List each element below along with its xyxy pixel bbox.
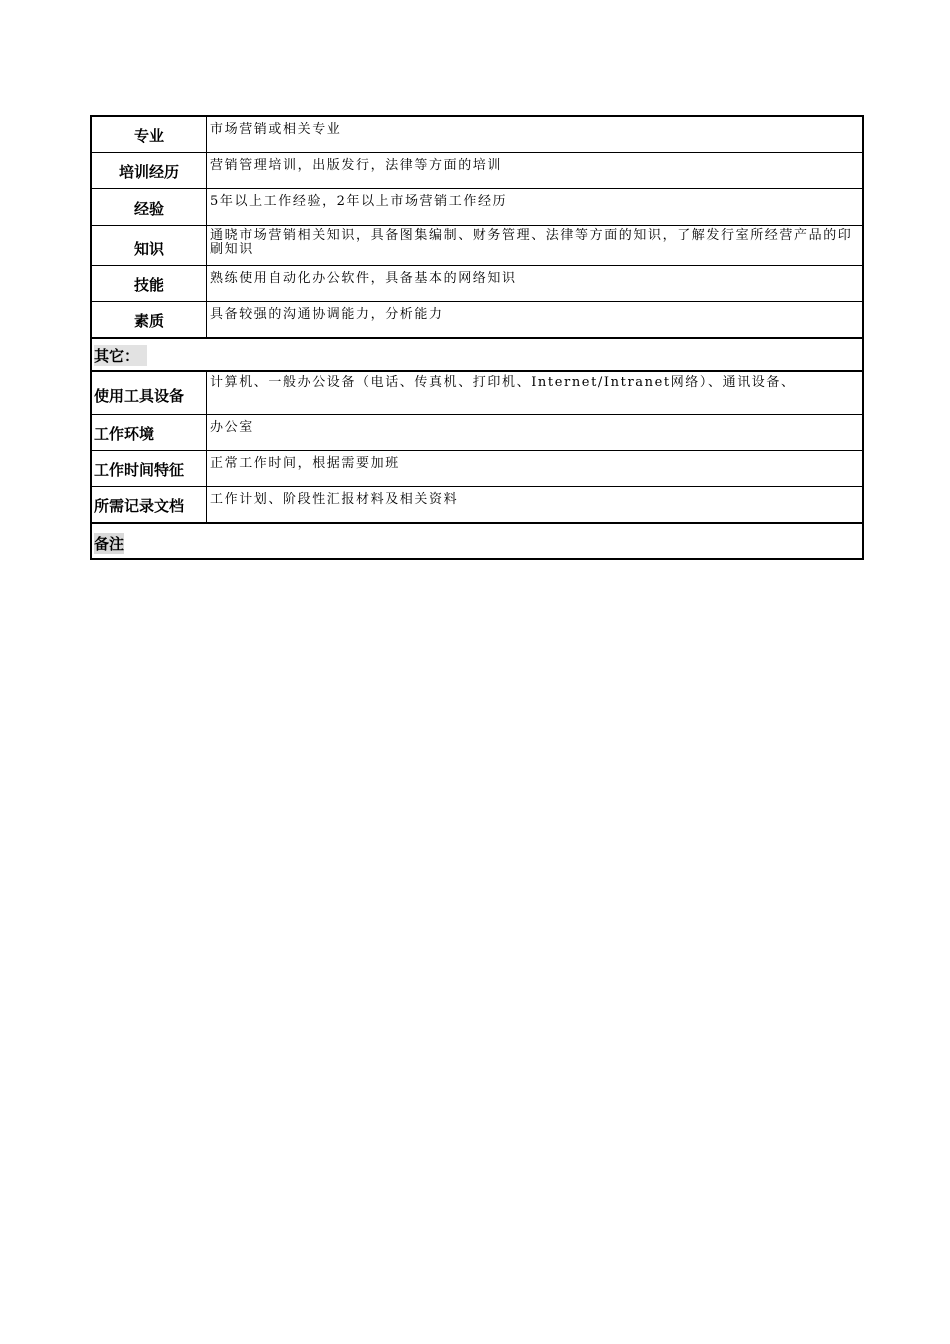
table-row	[92, 266, 862, 302]
row-label: 专业	[92, 117, 207, 152]
table-row	[92, 189, 862, 226]
table-row	[92, 302, 862, 339]
row-label: 工作环境	[92, 415, 207, 450]
job-spec-table	[90, 115, 864, 560]
table-row	[92, 487, 862, 524]
table-row	[92, 372, 862, 415]
row-label: 培训经历	[92, 153, 207, 188]
remarks-header-label: 备注	[94, 535, 125, 553]
row-label: 工作时间特征	[92, 451, 207, 486]
row-value: 5年以上工作经验，2年以上市场营销工作经历	[210, 194, 508, 209]
row-value: 计算机、一般办公设备（电话、传真机、打印机、Internet/Intranet网络）、通讯设备、	[210, 375, 796, 390]
row-value: 营销管理培训，出版发行，法律等方面的培训	[210, 158, 503, 173]
row-label: 知识	[92, 226, 207, 265]
row-value: 具备较强的沟通协调能力，分析能力	[210, 307, 444, 322]
row-label: 素质	[92, 302, 207, 337]
row-label: 经验	[92, 189, 207, 225]
remarks-section-header	[92, 524, 862, 560]
row-value: 熟练使用自动化办公软件，具备基本的网络知识	[210, 271, 517, 286]
row-value: 市场营销或相关专业	[210, 122, 342, 137]
row-label: 使用工具设备	[92, 372, 207, 414]
table-row	[92, 226, 862, 266]
row-value: 正常工作时间，根据需要加班	[210, 456, 400, 471]
other-section-header	[92, 339, 862, 372]
row-label: 技能	[92, 266, 207, 301]
row-value: 通晓市场营销相关知识，具备图集编制、财务管理、法律等方面的知识，了解发行室所经营产品的印刷知识	[210, 228, 853, 257]
table-row	[92, 117, 862, 153]
other-header-label: 其它：	[94, 345, 147, 366]
row-value: 办公室	[210, 420, 254, 435]
table-row	[92, 153, 862, 189]
row-value: 工作计划、阶段性汇报材料及相关资料	[210, 492, 459, 507]
table-row	[92, 451, 862, 487]
table-row	[92, 415, 862, 451]
row-label: 所需记录文档	[92, 487, 207, 522]
